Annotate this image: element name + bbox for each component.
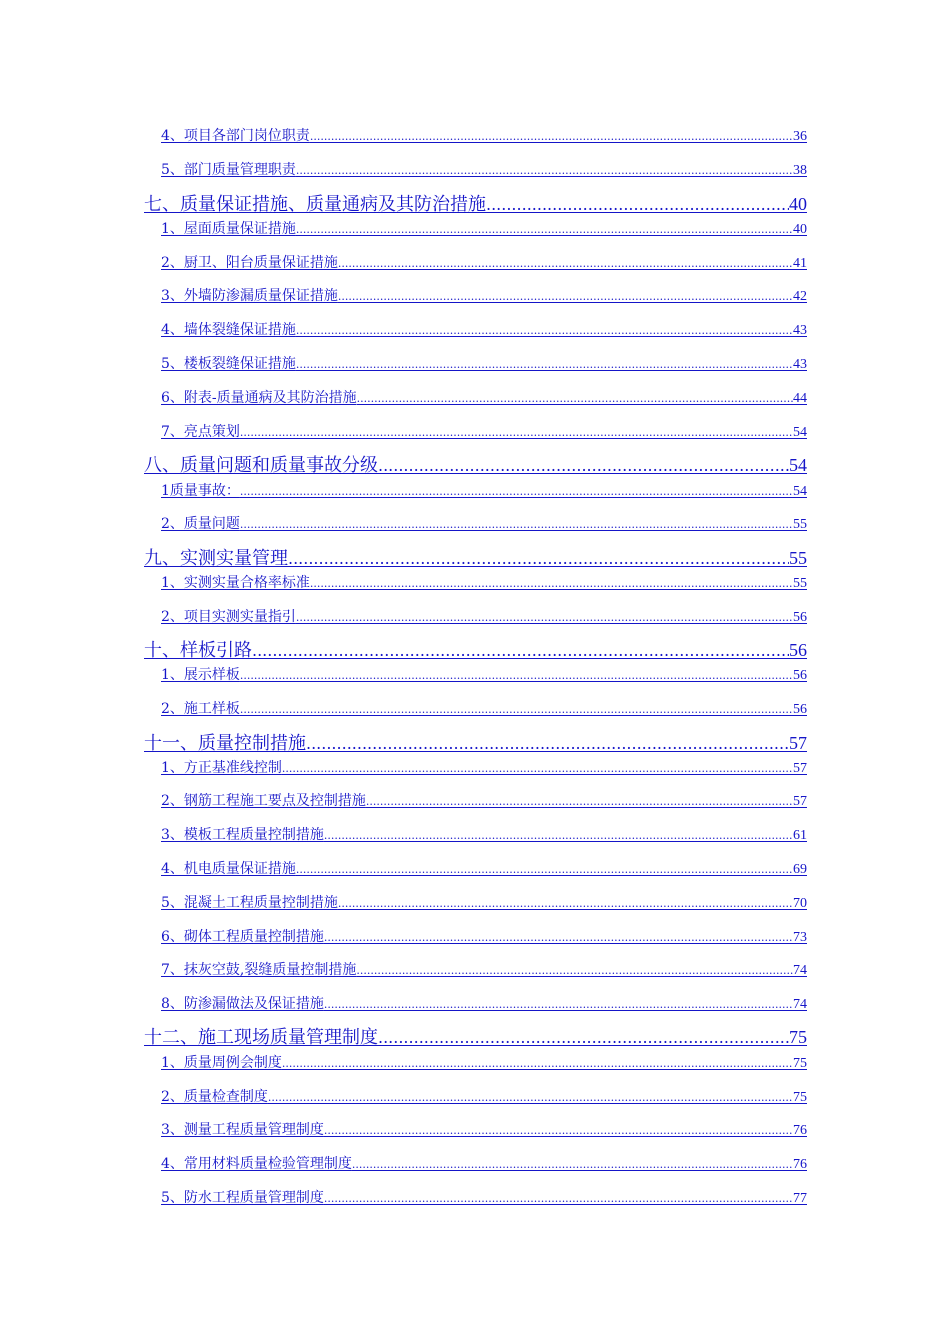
toc-entry-12-4[interactable] [161, 1155, 807, 1173]
toc-dot-leader [282, 1055, 793, 1073]
toc-dot-leader [252, 639, 789, 663]
toc-section-11[interactable] [144, 731, 807, 755]
toc-dot-leader [296, 221, 793, 239]
toc-entry-12-5[interactable] [161, 1189, 807, 1207]
toc-entry-title: 5、楼板裂缝保证措施 [161, 356, 296, 372]
toc-page-number: 55 [793, 576, 807, 591]
toc-page-number: 55 [789, 548, 807, 568]
toc-section-title: 九、实测实量管理 [144, 548, 288, 569]
toc-dot-leader [378, 454, 789, 478]
toc-page-number: 75 [789, 1027, 807, 1047]
toc-entry-7-3[interactable] [161, 287, 807, 305]
toc-entry-10-2[interactable] [161, 700, 807, 718]
toc-section-10[interactable] [144, 638, 807, 662]
toc-page-number: 75 [793, 1090, 807, 1105]
toc-page-number: 54 [793, 425, 807, 440]
toc-entry-7-7[interactable] [161, 423, 807, 441]
toc-entry-title: 4、墙体裂缝保证措施 [161, 322, 296, 338]
toc-entry-title: 8、防渗漏做法及保证措施 [161, 996, 324, 1012]
toc-entry-7-5[interactable] [161, 355, 807, 373]
toc-page-number: 54 [793, 484, 807, 499]
toc-page-number: 57 [793, 761, 807, 776]
toc-entry-title: 5、部门质量管理职责 [161, 162, 296, 178]
toc-entry-title: 2、钢筋工程施工要点及控制措施 [161, 793, 366, 809]
toc-page-number: 76 [793, 1157, 807, 1172]
toc-section-title: 十一、质量控制措施 [144, 733, 306, 754]
toc-dot-leader [378, 1026, 789, 1050]
toc-page-number: 56 [793, 668, 807, 683]
toc-entry-title: 2、项目实测实量指引 [161, 609, 296, 625]
toc-page-number: 56 [793, 702, 807, 717]
toc-entry-title: 7、抹灰空鼓,裂缝质量控制措施 [161, 962, 357, 978]
toc-entry-title: 1、质量周例会制度 [161, 1055, 282, 1071]
toc-section-12[interactable] [144, 1025, 807, 1049]
toc-entry-12-2[interactable] [161, 1088, 807, 1106]
toc-entry-9-1[interactable] [161, 574, 807, 592]
toc-page-number: 55 [793, 517, 807, 532]
toc-dot-leader [240, 424, 793, 442]
toc-entry-title: 1、展示样板 [161, 667, 240, 683]
toc-page-number: 56 [793, 610, 807, 625]
toc-page-number: 73 [793, 930, 807, 945]
toc-entry-7-4[interactable] [161, 321, 807, 339]
toc-entry-7-1[interactable] [161, 220, 807, 238]
toc-entry-5-1[interactable] [161, 161, 807, 179]
toc-entry-7-6[interactable] [161, 389, 807, 407]
toc-entry-11-7[interactable] [161, 961, 807, 979]
toc-page-number: 57 [789, 733, 807, 753]
toc-dot-leader [486, 193, 789, 217]
toc-dot-leader [296, 861, 793, 879]
toc-entry-8-1[interactable] [161, 482, 807, 500]
toc-entry-12-3[interactable] [161, 1121, 807, 1139]
toc-page-number: 77 [793, 1191, 807, 1206]
toc-entry-title: 1、方正基准线控制 [161, 760, 282, 776]
toc-entry-title: 3、模板工程质量控制措施 [161, 827, 324, 843]
toc-dot-leader [240, 483, 793, 501]
toc-entry-title: 3、外墙防渗漏质量保证措施 [161, 288, 338, 304]
toc-entry-title: 1、屋面质量保证措施 [161, 221, 296, 237]
toc-entry-11-8[interactable] [161, 995, 807, 1013]
toc-entry-7-2[interactable] [161, 254, 807, 272]
toc-dot-leader [352, 1156, 793, 1174]
toc-entry-11-6[interactable] [161, 928, 807, 946]
toc-dot-leader [310, 575, 793, 593]
toc-dot-leader [310, 128, 793, 146]
toc-entry-title: 4、常用材料质量检验管理制度 [161, 1156, 352, 1172]
toc-dot-leader [296, 609, 793, 627]
toc-entry-11-4[interactable] [161, 860, 807, 878]
toc-dot-leader [296, 356, 793, 374]
toc-dot-leader [356, 962, 793, 980]
toc-page-number: 74 [793, 963, 807, 978]
toc-dot-leader [324, 929, 793, 947]
toc-page-number: 70 [793, 896, 807, 911]
toc-entry-9-2[interactable] [161, 608, 807, 626]
toc-entry-title: 5、混凝土工程质量控制措施 [161, 895, 338, 911]
toc-entry-title: 2、施工样板 [161, 701, 240, 717]
toc-dot-leader [288, 547, 789, 571]
toc-page-number: 38 [793, 163, 807, 178]
toc-dot-leader [296, 162, 793, 180]
toc-entry-title: 2、质量检查制度 [161, 1089, 268, 1105]
toc-page-number: 43 [793, 357, 807, 372]
toc-page-number: 69 [793, 862, 807, 877]
toc-dot-leader [306, 732, 789, 756]
toc-dot-leader [324, 996, 793, 1014]
toc-entry-11-3[interactable] [161, 826, 807, 844]
toc-section-title: 十二、施工现场质量管理制度 [144, 1027, 378, 1048]
toc-entry-11-1[interactable] [161, 759, 807, 777]
toc-page-number: 54 [789, 455, 807, 475]
toc-page-number: 74 [793, 997, 807, 1012]
toc-entry-10-1[interactable] [161, 666, 807, 684]
toc-entry-title: 6、砌体工程质量控制措施 [161, 929, 324, 945]
toc-dot-leader [338, 895, 793, 913]
toc-section-7[interactable] [144, 192, 807, 216]
toc-entry-title: 4、机电质量保证措施 [161, 861, 296, 877]
toc-page-number: 75 [793, 1056, 807, 1071]
toc-entry-4-1[interactable] [161, 127, 807, 145]
toc-page-number: 41 [793, 256, 807, 271]
toc-entry-title: 7、亮点策划 [161, 424, 240, 440]
toc-page-number: 36 [793, 129, 807, 144]
toc-dot-leader [338, 288, 793, 306]
toc-dot-leader [338, 255, 793, 273]
toc-page-number: 61 [793, 828, 807, 843]
toc-page-number: 76 [793, 1123, 807, 1138]
toc-section-9[interactable] [144, 546, 807, 570]
toc-entry-title: 1质量事故： [161, 483, 240, 499]
toc-section-title: 八、质量问题和质量事故分级 [144, 455, 378, 476]
toc-dot-leader [282, 760, 793, 778]
toc-entry-title: 4、项目各部门岗位职责 [161, 128, 310, 144]
toc-dot-leader [324, 1190, 793, 1208]
toc-section-title: 十、样板引路 [144, 640, 252, 661]
toc-dot-leader [240, 667, 793, 685]
toc-dot-leader [240, 701, 793, 719]
toc-entry-title: 6、附表-质量通病及其防治措施 [161, 390, 357, 406]
toc-dot-leader [366, 793, 793, 811]
toc-dot-leader [240, 516, 793, 534]
toc-entry-title: 5、防水工程质量管理制度 [161, 1190, 324, 1206]
toc-dot-leader [296, 322, 793, 340]
toc-page-number: 44 [793, 391, 807, 406]
toc-entry-11-2[interactable] [161, 792, 807, 810]
toc-dot-leader [324, 827, 793, 845]
toc-page-number: 43 [793, 323, 807, 338]
toc-entry-12-1[interactable] [161, 1054, 807, 1072]
toc-entry-title: 2、厨卫、阳台质量保证措施 [161, 255, 338, 271]
toc-dot-leader [324, 1122, 793, 1140]
toc-page-number: 40 [793, 222, 807, 237]
toc-entry-11-5[interactable] [161, 894, 807, 912]
toc-page-number: 40 [789, 194, 807, 214]
toc-dot-leader [268, 1089, 793, 1107]
toc-section-8[interactable] [144, 453, 807, 477]
toc-page-number: 42 [793, 289, 807, 304]
toc-dot-leader [357, 390, 793, 408]
toc-entry-title: 1、实测实量合格率标准 [161, 575, 310, 591]
toc-page-number: 57 [793, 794, 807, 809]
toc-entry-title: 3、测量工程质量管理制度 [161, 1122, 324, 1138]
toc-section-title: 七、质量保证措施、质量通病及其防治措施 [144, 194, 486, 215]
toc-entry-8-2[interactable] [161, 515, 807, 533]
toc-entry-title: 2、质量问题 [161, 516, 240, 532]
toc-page-number: 56 [789, 640, 807, 660]
